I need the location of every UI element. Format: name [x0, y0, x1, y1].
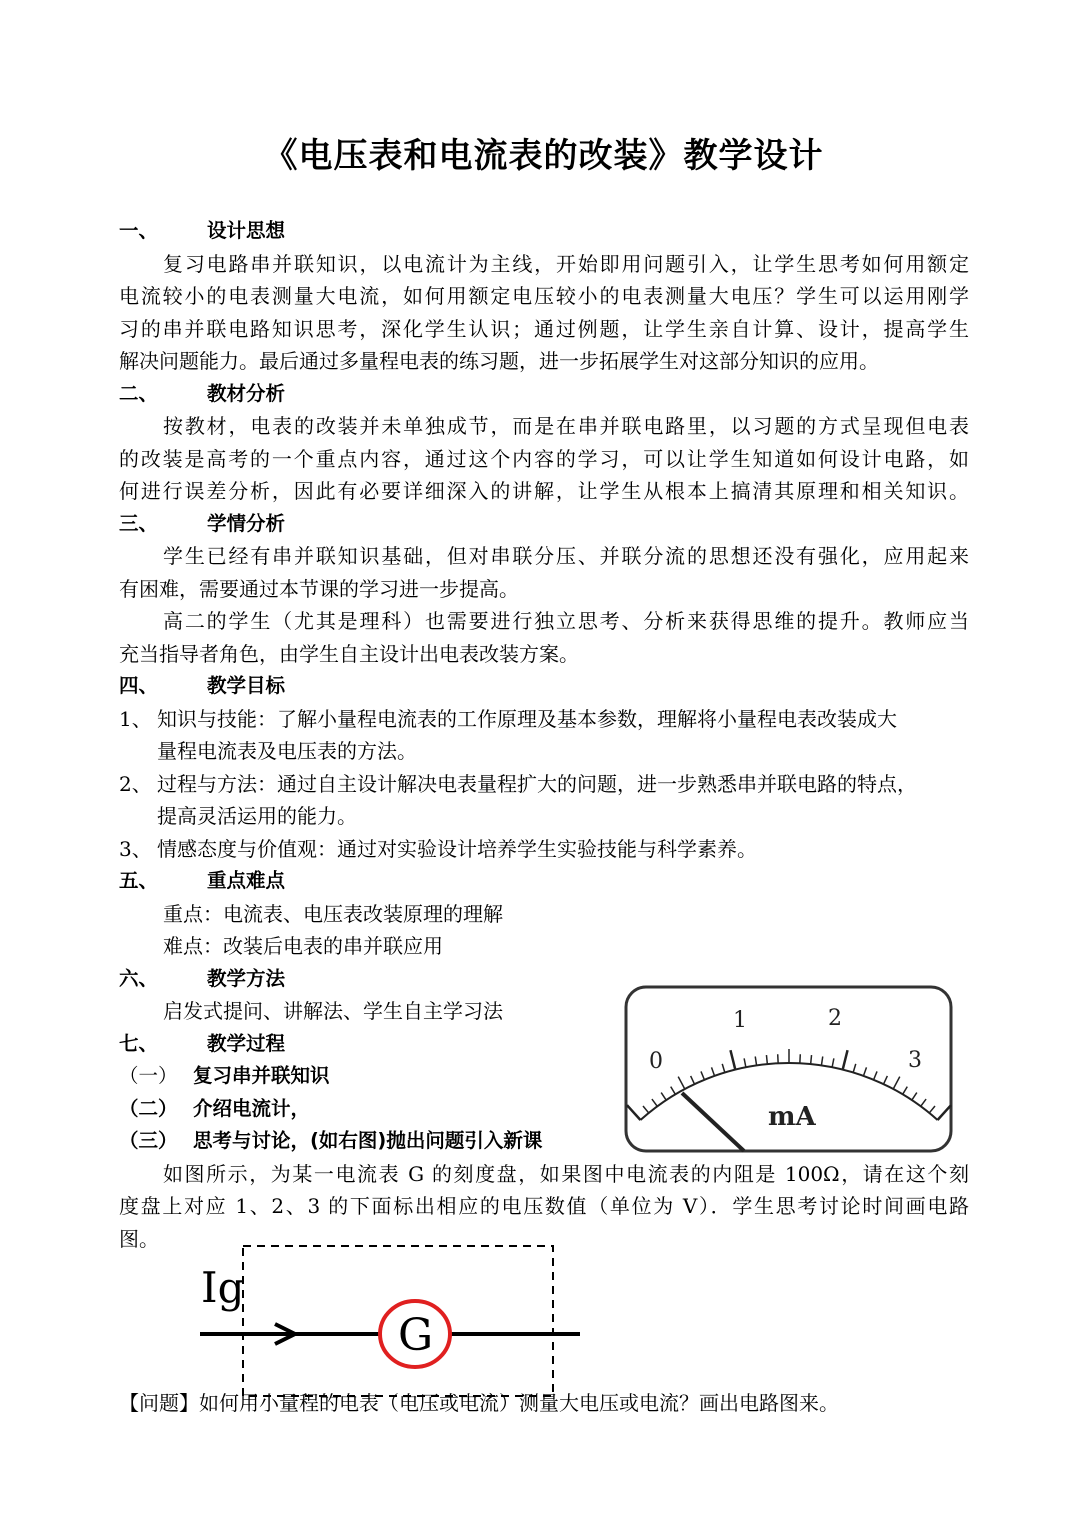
section-number: 四、 — [119, 674, 159, 697]
scale-tick — [811, 1055, 812, 1064]
paragraph-line: 充当指导者角色，由学生自主设计出电表改装方案。 — [119, 642, 579, 666]
sub-heading-number: （三） — [119, 1129, 178, 1152]
ammeter-dial-figure — [624, 985, 954, 1155]
paragraph-line: 如图所示，为某一电流表 G 的刻度盘，如果图中电流表的内阻是 100Ω，请在这个刻 — [163, 1162, 969, 1186]
page-title: 《电压表和电流表的改装》教学设计 — [263, 136, 824, 176]
current-label: Ig — [201, 1263, 245, 1312]
section-heading-2 — [119, 378, 285, 411]
paragraph-line: 解决问题能力。最后通过多量程电表的练习题，进一步拓展学生对这部分知识的应用。 — [119, 349, 879, 373]
list-item-continuation: 提高灵活运用的能力。 — [157, 804, 357, 828]
paragraph-line: 难点：改装后电表的串并联应用 — [163, 934, 443, 958]
paragraph-line: 按教材，电表的改装并未单独成节，而是在串并联电路里，以习题的方式呈现但电表 — [163, 414, 969, 438]
section-heading-7 — [119, 1028, 285, 1061]
paragraph-line: 的改装是高考的一个重点内容，通过这个内容的学习，可以让学生知道如何设计电路，如 — [119, 447, 969, 471]
section-title: 教学目标 — [207, 674, 286, 697]
paragraph-line: 何进行误差分析，因此有必要详细深入的讲解，让学生从根本上搞清其原理和相关知识。 — [119, 479, 969, 503]
section-number: 五、 — [119, 869, 159, 892]
list-number: 1、 — [119, 707, 152, 731]
galvanometer-circuit-figure — [195, 1240, 595, 1400]
list-item — [119, 833, 969, 866]
list-item — [119, 703, 969, 736]
paragraph-line: 有困难，需要通过本节课的学习进一步提高。 — [119, 577, 519, 601]
section-heading-6 — [119, 963, 285, 996]
paragraph-line: 图。 — [119, 1227, 159, 1251]
section-number: 二、 — [119, 382, 159, 405]
section-heading-1 — [119, 215, 285, 248]
paragraph-line: 启发式提问、讲解法、学生自主学习法 — [163, 999, 503, 1023]
list-item-continuation: 量程电流表及电压表的方法。 — [157, 739, 417, 763]
sub-heading-number: （一） — [119, 1064, 178, 1087]
tick-label-3: 3 — [908, 1048, 922, 1073]
section-title: 学情分析 — [207, 512, 286, 535]
section-heading-5 — [119, 865, 285, 898]
list-text: 过程与方法：通过自主设计解决电表量程扩大的问题，进一步熟悉串并联电路的特点， — [157, 772, 917, 796]
section-title: 设计思想 — [207, 219, 286, 242]
list-text: 情感态度与价值观：通过对实验设计培养学生实验技能与科学素养。 — [157, 837, 757, 861]
section-number: 六、 — [119, 967, 159, 990]
section-heading-4 — [119, 670, 285, 703]
section-number: 三、 — [119, 512, 159, 535]
sub-heading-number: （二） — [119, 1097, 178, 1120]
list-number: 2、 — [119, 772, 152, 796]
section-title: 重点难点 — [207, 869, 286, 892]
sub-heading-title: 复习串并联知识 — [193, 1064, 330, 1087]
paragraph-line: 习的串并联电路知识思考，深化学生认识；通过例题，让学生亲自计算、设计，提高学生 — [119, 317, 969, 341]
section-title: 教学过程 — [207, 1032, 286, 1055]
paragraph-line: 度盘上对应 1、2、3 的下面标出相应的电压数值（单位为 V）．学生思考讨论时间画电路 — [119, 1194, 969, 1218]
section-title: 教学方法 — [207, 967, 286, 990]
section-number: 七、 — [119, 1032, 159, 1055]
paragraph-line: 电流较小的电表测量大电流，如何用额定电压较小的电表测量大电压？学生可以运用刚学 — [119, 284, 969, 308]
paragraph-line: 学生已经有串并联知识基础，但对串联分压、并联分流的思想还没有强化，应用起来 — [163, 544, 969, 568]
sub-heading — [119, 1093, 310, 1126]
galvanometer-label: G — [398, 1310, 434, 1361]
list-text: 知识与技能：了解小量程电流表的工作原理及基本参数，理解将小量程电表改装成大 — [157, 707, 897, 731]
tick-label-1: 1 — [733, 1008, 747, 1033]
tick-label-0: 0 — [649, 1049, 663, 1074]
sub-heading — [119, 1125, 542, 1158]
paragraph-line: 复习电路串并联知识，以电流计为主线，开始即用问题引入，让学生思考如何用额定 — [163, 252, 969, 276]
paragraph-line: 高二的学生（尤其是理科）也需要进行独立思考、分析来获得思维的提升。教师应当 — [163, 609, 969, 633]
section-heading-3 — [119, 508, 285, 541]
list-number: 3、 — [119, 837, 152, 861]
tick-label-2: 2 — [828, 1006, 842, 1031]
sub-heading — [119, 1060, 330, 1093]
section-number: 一、 — [119, 219, 159, 242]
paragraph-line: 重点：电流表、电压表改装原理的理解 — [163, 902, 503, 926]
sub-heading-title: 思考与讨论，(如右图)抛出问题引入新课 — [193, 1129, 543, 1152]
question-line: 【问题】如何用小量程的电表（电压或电流）测量大电压或电流？画出电路图来。 — [119, 1391, 839, 1415]
list-item — [119, 768, 969, 801]
sub-heading-title: 介绍电流计， — [193, 1097, 311, 1120]
scale-tick — [766, 1055, 767, 1064]
section-title: 教材分析 — [207, 382, 286, 405]
meter-unit-label: mA — [768, 1102, 816, 1132]
